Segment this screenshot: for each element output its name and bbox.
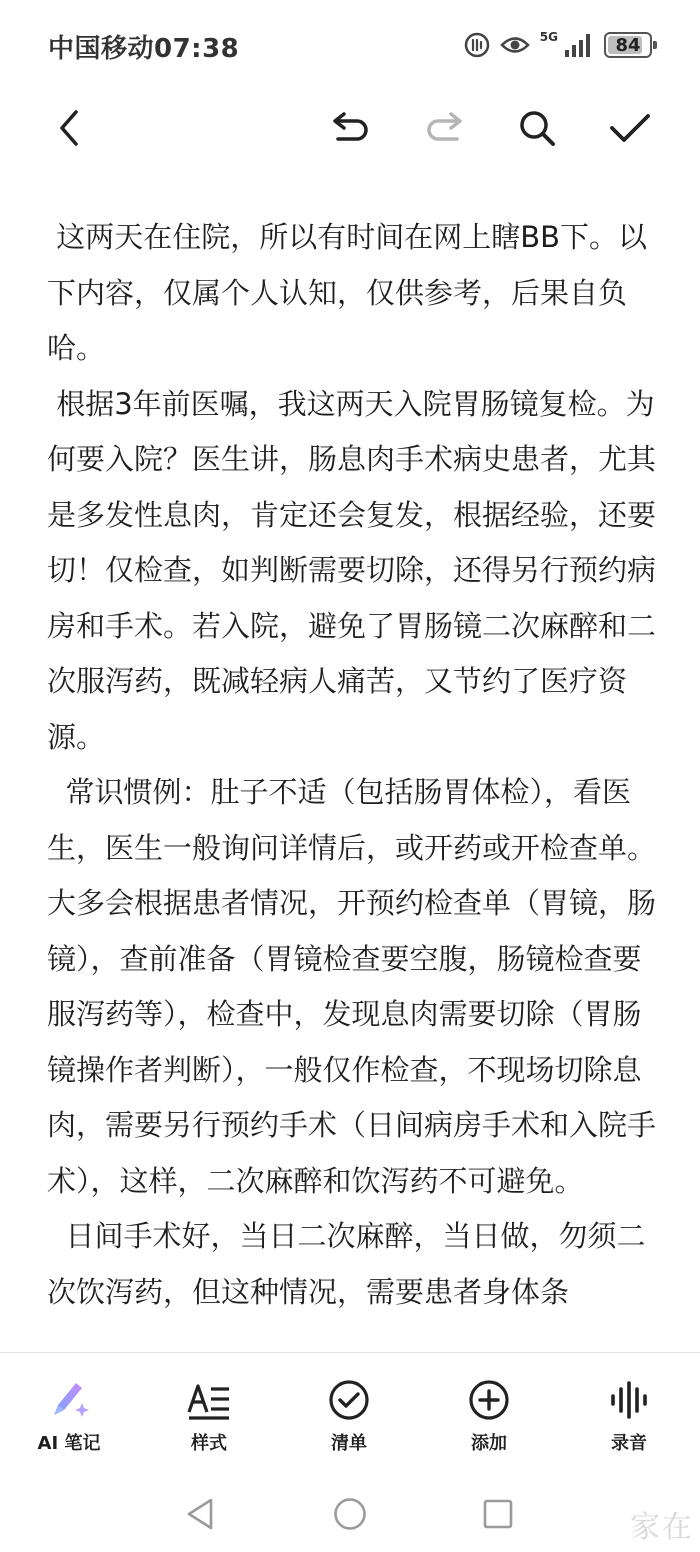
waveform-icon bbox=[604, 1375, 654, 1425]
add-label: 添加 bbox=[471, 1433, 507, 1454]
status-bar bbox=[0, 0, 700, 90]
watermark: 家在 bbox=[630, 1510, 694, 1545]
add-button[interactable] bbox=[434, 1375, 544, 1455]
checklist-button[interactable] bbox=[294, 1375, 404, 1455]
battery-cap bbox=[653, 41, 657, 49]
style-button[interactable] bbox=[154, 1375, 264, 1455]
signal-icon bbox=[564, 33, 594, 57]
back-button[interactable] bbox=[44, 105, 94, 155]
style-label: 样式 bbox=[191, 1433, 227, 1454]
nav-recents-icon bbox=[482, 1498, 514, 1534]
nav-recents-button[interactable] bbox=[476, 1494, 520, 1538]
note-paragraph-2: 根据3年前医嘱，我这两天入院胃肠镜复检。为何要入院？医生讲，肠息肉手术病史患者，尤其是多发性息肉，肯定还会复发，根据经验，还要切！仅检查，如判断需要切除，还得另行预约病房和手术。若入院，避免了胃肠镜二次麻醉和二次服泻药，既减轻病人痛苦，又节约了医疗资源。 bbox=[47, 386, 657, 754]
ai-note-button[interactable] bbox=[14, 1375, 124, 1455]
nav-back-button[interactable] bbox=[178, 1494, 222, 1538]
done-button[interactable] bbox=[605, 105, 655, 155]
redo-button[interactable] bbox=[419, 105, 469, 155]
search-button[interactable] bbox=[512, 105, 562, 155]
search-icon bbox=[517, 108, 557, 152]
battery-percent: 84 bbox=[615, 34, 641, 56]
battery-icon bbox=[604, 32, 652, 58]
ai-note-label: AI 笔记 bbox=[37, 1433, 101, 1454]
text-style-icon bbox=[184, 1375, 234, 1425]
note-paragraph-1: 这两天在住院，所以有时间在网上瞎BB下。以下内容，仅属个人认知，仅供参考，后果自负哈。 bbox=[47, 220, 648, 365]
nav-home-button[interactable] bbox=[328, 1494, 372, 1538]
note-paragraph-3: 常识惯例：肚子不适（包括肠胃体检），看医生，医生一般询问详情后，或开药或开检查单。大多会根据患者情况，开预约检查单（胃镜，肠镜），查前准备（胃镜检查要空腹，肠镜检查要服泻药等），检查中，发现息肉需要切除（胃肠镜操作者判断），一般仅作检查，不现场切除息肉，需要另行预约手术（日间病房手术和入院手术），这样，二次麻醉和饮泻药不可避免。 bbox=[47, 775, 657, 1198]
add-icon bbox=[464, 1375, 514, 1425]
eye-icon bbox=[500, 34, 530, 56]
record-label: 录音 bbox=[611, 1433, 647, 1454]
undo-button[interactable] bbox=[326, 105, 376, 155]
network-label: 5G bbox=[539, 30, 558, 44]
nav-home-icon bbox=[333, 1497, 367, 1535]
checklist-label: 清单 bbox=[331, 1433, 367, 1454]
system-navigation bbox=[0, 1480, 700, 1552]
note-body[interactable] bbox=[47, 210, 667, 1350]
carrier-time: 中国移动07:38 bbox=[48, 34, 240, 64]
action-bar bbox=[0, 1365, 700, 1465]
redo-icon bbox=[423, 110, 465, 150]
status-icons bbox=[464, 30, 652, 60]
nfc-icon bbox=[464, 32, 490, 58]
ai-pen-icon bbox=[44, 1375, 94, 1425]
undo-icon bbox=[330, 110, 372, 150]
editor-toolbar bbox=[0, 95, 700, 165]
nav-back-icon bbox=[185, 1497, 215, 1535]
back-icon bbox=[54, 108, 84, 152]
check-icon bbox=[609, 111, 651, 149]
checklist-icon bbox=[324, 1375, 374, 1425]
divider bbox=[0, 1352, 700, 1353]
record-button[interactable] bbox=[574, 1375, 684, 1455]
note-paragraph-4: 日间手术好，当日二次麻醉，当日做，勿须二次饮泻药，但这种情况，需要患者身体条 bbox=[47, 1219, 646, 1309]
